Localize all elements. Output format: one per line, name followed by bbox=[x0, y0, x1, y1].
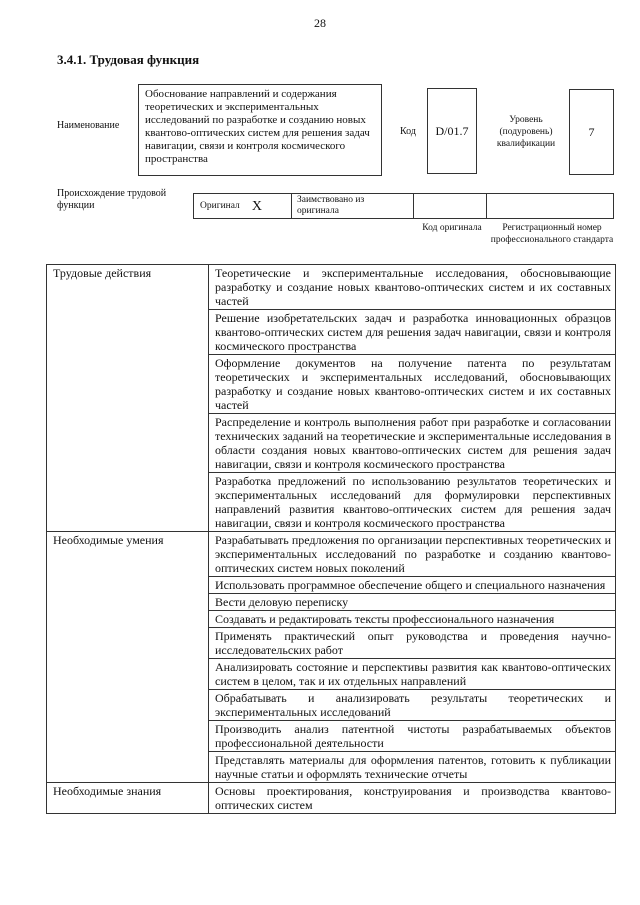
row-text: Оформление документов на получение патента по результатам теоретических и экспериментальных исследований, обосновывающих разработку и создание новых квантово-оптических систем и их составных частей bbox=[209, 355, 616, 414]
row-text: Вести деловую переписку bbox=[209, 594, 616, 611]
page-number: 28 bbox=[314, 16, 326, 30]
row-text: Решение изобретательских задач и разработка инновационных образцов квантово-оптических систем для решения задач навигации, связи и контроля космического пространства bbox=[209, 310, 616, 355]
row-text: Теоретические и экспериментальные исследования, обосновывающие разработку и создание новых квантово-оптических систем и их составных частей bbox=[209, 265, 616, 310]
function-details-table bbox=[46, 264, 616, 814]
row-text: Анализировать состояние и перспективы развития как квантово-оптических систем в целом, так и их отдельных направлений bbox=[209, 659, 616, 690]
code-original-footer: Код оригинала bbox=[422, 223, 482, 233]
row-label-skills: Необходимые умения bbox=[47, 532, 209, 783]
table-row bbox=[47, 532, 616, 577]
level-value: 7 bbox=[569, 89, 614, 175]
row-label-actions: Трудовые действия bbox=[47, 265, 209, 532]
table-row bbox=[47, 265, 616, 310]
borrowed-label: Заимствовано из оригинала bbox=[292, 194, 414, 218]
code-label: Код bbox=[400, 126, 416, 137]
original-mark: X bbox=[251, 198, 262, 214]
row-text: Производить анализ патентной чистоты разрабатываемых объектов профессиональной деятельности bbox=[209, 721, 616, 752]
row-text: Применять практический опыт руководства и проведения научно-исследовательских работ bbox=[209, 628, 616, 659]
level-label: Уровень (подуровень) квалификации bbox=[496, 115, 556, 149]
section-title: 3.4.1. Трудовая функция bbox=[57, 52, 200, 67]
name-label: Наименование bbox=[57, 120, 120, 131]
row-text: Обрабатывать и анализировать результаты теоретических и экспериментальных исследований bbox=[209, 690, 616, 721]
origin-label: Происхождение трудовой функции bbox=[57, 188, 167, 211]
code-value: D/01.7 bbox=[427, 88, 477, 174]
row-text: Разработка предложений по использованию результатов теоретических и экспериментальных исследований для формулировки перспективных направлений развития квантово-оптических систем для решения задач навигации, связи и контроля космического пространства bbox=[209, 473, 616, 532]
row-text: Распределение и контроль выполнения работ при разработке и согласовании технических заданий на теоретические и экспериментальные исследования в области создания новых квантово-оптических систем для решения задач навигации, связи и контроля космического пространства bbox=[209, 414, 616, 473]
origin-table bbox=[193, 193, 614, 219]
origin-code-cell bbox=[414, 194, 487, 218]
row-text: Использовать программное обеспечение общего и специального назначения bbox=[209, 577, 616, 594]
origin-original-cell bbox=[194, 194, 292, 218]
table-row bbox=[47, 783, 616, 814]
reg-number-footer: Регистрационный номер профессионального стандарта bbox=[490, 223, 614, 245]
row-text: Разрабатывать предложения по организации перспективных теоретических и экспериментальных исследований по разработке и созданию квантово-оптических систем новых поколений bbox=[209, 532, 616, 577]
origin-reg-cell bbox=[487, 194, 613, 218]
original-label: Оригинал bbox=[200, 200, 240, 211]
row-label-knowledge: Необходимые знания bbox=[47, 783, 209, 814]
row-text: Создавать и редактировать тексты профессионального назначения bbox=[209, 611, 616, 628]
row-text: Основы проектирования, конструирования и производства квантово-оптических систем bbox=[209, 783, 616, 814]
row-text: Представлять материалы для оформления патентов, готовить к публикации научные статьи и оформлять технические отчеты bbox=[209, 752, 616, 783]
function-name-box: Обоснование направлений и содержания теоретических и экспериментальных исследований по разработке и созданию новых квантово-оптических систем для решения задач навигации, связи и контроля космического пространства bbox=[138, 84, 382, 176]
